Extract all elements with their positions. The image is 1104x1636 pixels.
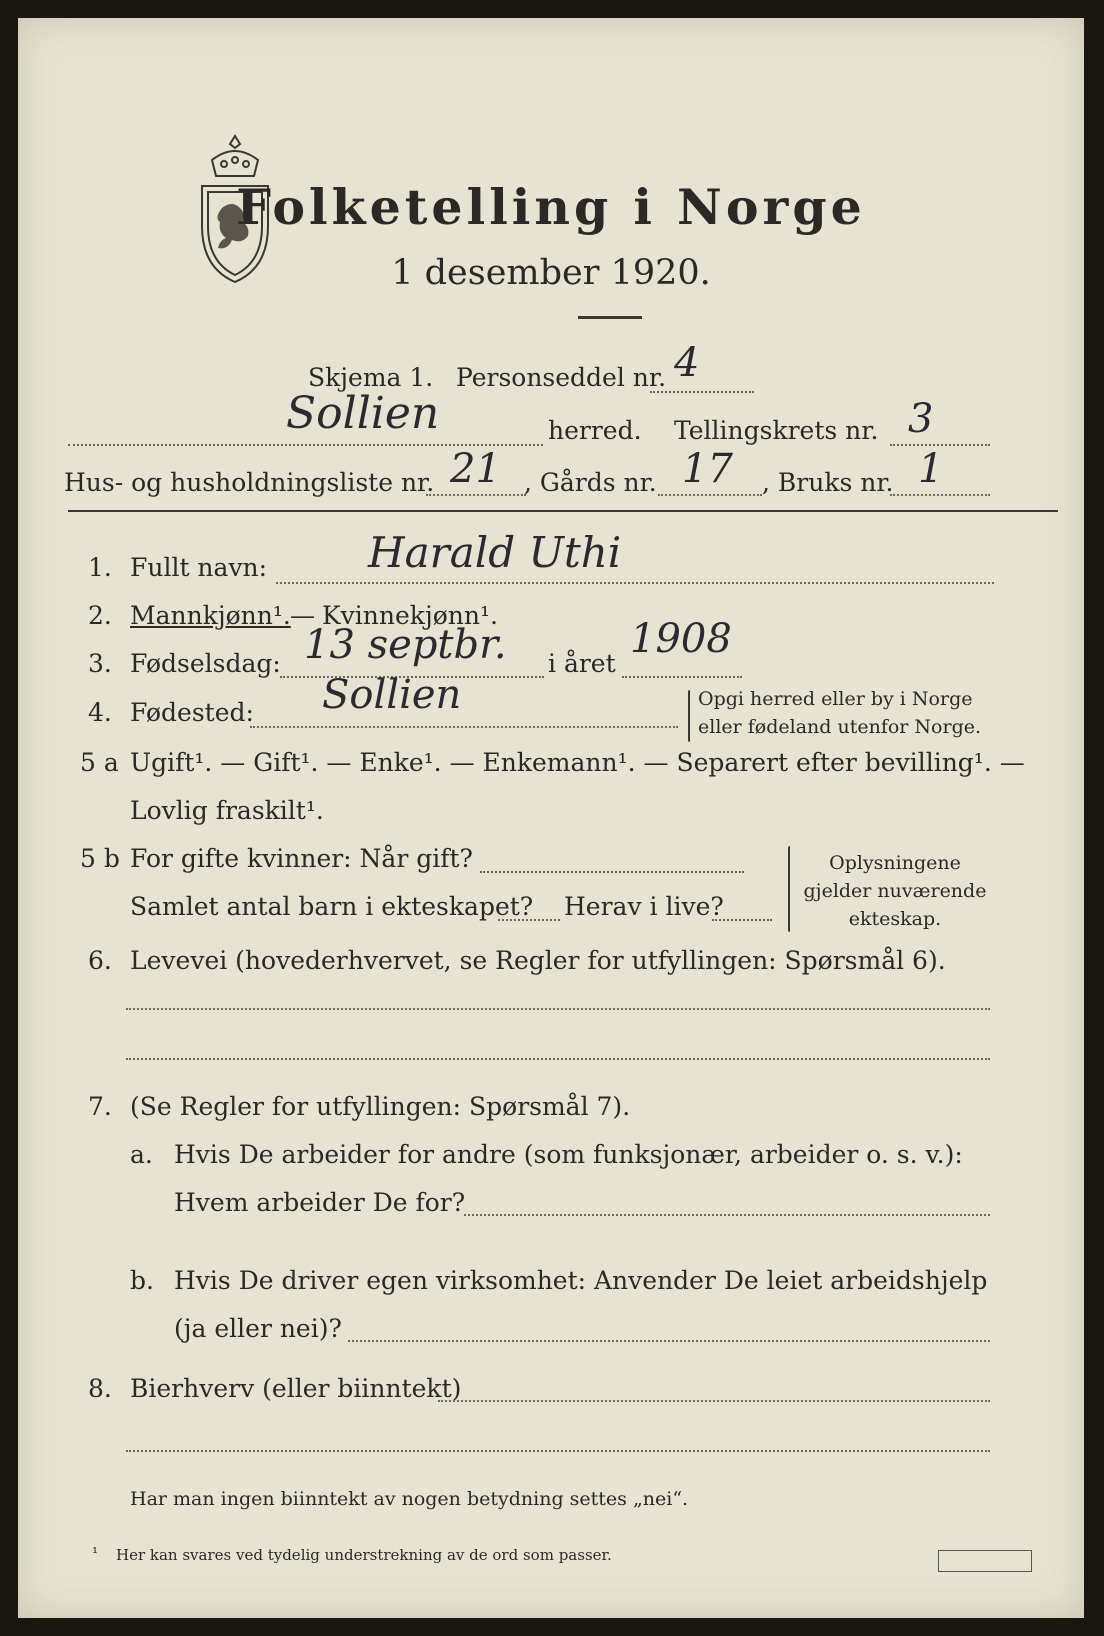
q2-number: 2. (88, 601, 112, 630)
gards-field-line (658, 494, 762, 496)
hus-field-line (426, 494, 526, 496)
herred-value[interactable]: Sollien (286, 388, 440, 439)
q5b-note-line1: Oplysningene (829, 852, 961, 874)
q7a-text: Hvis De arbeider for andre (som funksjonær, arbeider o. s. v.): (174, 1140, 963, 1169)
q4-brace (688, 690, 690, 742)
footer-note: Har man ingen biinntekt av nogen betydning settes „nei“. (130, 1488, 689, 1510)
printer-stamp (938, 1550, 1032, 1572)
gender-male-option[interactable]: Mannkjønn¹. (130, 601, 291, 630)
q4-number: 4. (88, 698, 112, 727)
q7a-employer-label: Hvem arbeider De for? (174, 1188, 466, 1217)
footnote-text: Her kan svares ved tydelig understrekning av de ord som passer. (116, 1546, 612, 1564)
bruks-value[interactable]: 1 (918, 446, 944, 492)
birthplace-field-line (250, 726, 678, 728)
q7b-letter: b. (130, 1266, 154, 1295)
q1-label: Fullt navn: (130, 553, 268, 582)
hus-value[interactable]: 21 (450, 446, 501, 492)
married-when-field-line (480, 871, 744, 873)
title-divider (578, 316, 642, 319)
q5a-number: 5 a (80, 748, 119, 777)
children-alive-field-line (712, 919, 772, 921)
birthdate-value[interactable]: 13 septbr. (304, 622, 507, 668)
gender-separator: — (290, 601, 315, 630)
marital-status-options[interactable]: Ugift¹. — Gift¹. — Enke¹. — Enkemann¹. — Separert efter bevilling¹. — (130, 748, 1025, 777)
q5b-number: 5 b (80, 844, 120, 873)
q7a-letter: a. (130, 1140, 153, 1169)
q8-number: 8. (88, 1374, 112, 1403)
personseddel-value[interactable]: 4 (674, 340, 700, 386)
bruks-field-line (890, 494, 990, 496)
birthplace-value[interactable]: Sollien (322, 672, 462, 718)
header-divider (68, 510, 1058, 512)
married-when-label: For gifte kvinner: Når gift? (130, 844, 473, 873)
gards-label: , Gårds nr. (524, 468, 657, 497)
side-income-field-line-2 (126, 1450, 990, 1452)
footnote-mark: ¹ (92, 1544, 99, 1562)
q6-label: Levevei (hovederhvervet, se Regler for utfyllingen: Spørsmål 6). (130, 946, 946, 975)
herred-label: herred. (548, 416, 642, 445)
gards-value[interactable]: 17 (682, 446, 733, 492)
census-date: 1 desember 1920. (391, 253, 711, 293)
hus-label: Hus- og husholdningsliste nr. (64, 468, 435, 497)
birthyear-value[interactable]: 1908 (630, 616, 732, 662)
q6-number: 6. (88, 946, 112, 975)
q4-note-line1: Opgi herred eller by i Norge (698, 688, 973, 710)
children-alive-label: Herav i live? (564, 892, 724, 921)
tellingskrets-label: Tellingskrets nr. (674, 416, 879, 445)
q7-label: (Se Regler for utfyllingen: Spørsmål 7). (130, 1092, 631, 1121)
q7b-hired-help-label: (ja eller nei)? (174, 1314, 342, 1343)
q1-field-line (276, 582, 994, 584)
side-income-field-line-1 (438, 1400, 990, 1402)
form-title: Folketelling i Norge (236, 178, 866, 236)
skjema-label: Skjema 1. (308, 363, 434, 392)
q5b-note-line2: gjelder nuværende (803, 880, 987, 902)
children-count-label: Samlet antal barn i ekteskapet? (130, 892, 534, 921)
q7-number: 7. (88, 1092, 112, 1121)
q7b-text: Hvis De driver egen virksomhet: Anvender De leiet arbeidshjelp (174, 1266, 988, 1295)
gender-female-option[interactable]: Kvinnekjønn¹. (322, 601, 498, 630)
q3-label: Fødselsdag: (130, 649, 281, 678)
marital-status-divorced[interactable]: Lovlig fraskilt¹. (130, 796, 324, 825)
q4-label: Fødested: (130, 698, 254, 727)
bruks-label: , Bruks nr. (762, 468, 894, 497)
employer-field-line (464, 1214, 990, 1216)
personseddel-field-line (650, 391, 754, 393)
q8-label: Bierhverv (eller biinntekt) (130, 1374, 462, 1403)
occupation-field-line-1 (126, 1008, 990, 1010)
hired-help-field-line (348, 1340, 990, 1342)
children-count-field-line (498, 919, 560, 921)
personseddel-label: Personseddel nr. (456, 363, 667, 392)
tellingskrets-value[interactable]: 3 (908, 396, 934, 442)
q3-number: 3. (88, 649, 112, 678)
census-form (18, 18, 1084, 1618)
occupation-field-line-2 (126, 1058, 990, 1060)
q5b-note-line3: ekteskap. (848, 908, 942, 930)
q5b-brace (788, 846, 790, 932)
full-name-value[interactable]: Harald Uthi (368, 528, 622, 577)
q1-number: 1. (88, 553, 112, 582)
q3-year-label: i året (548, 649, 616, 678)
birthyear-field-line (622, 676, 742, 678)
q4-note-line2: eller fødeland utenfor Norge. (698, 716, 982, 738)
